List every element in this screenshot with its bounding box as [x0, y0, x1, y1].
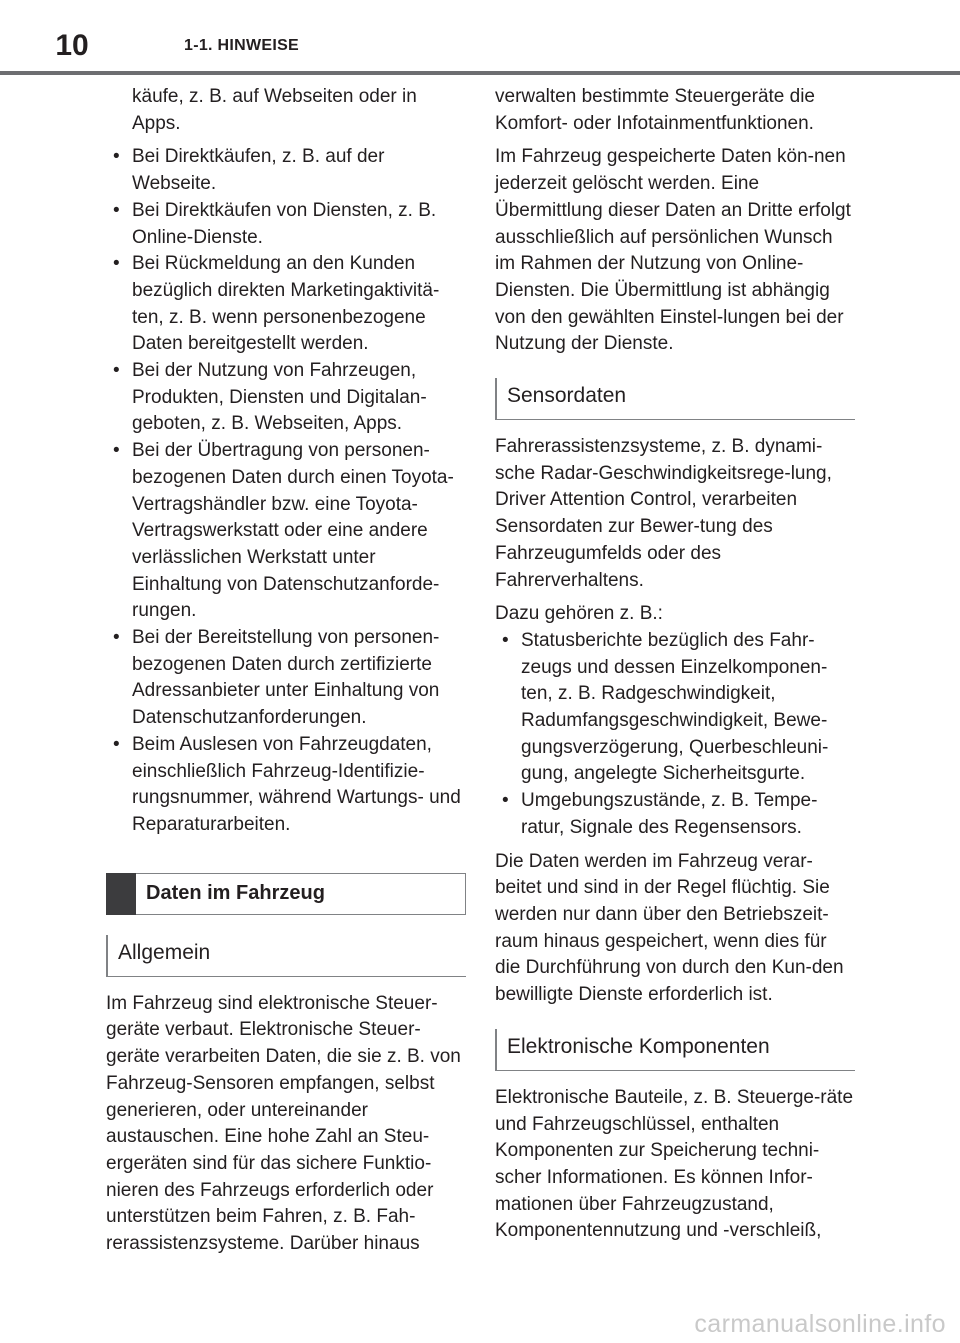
heading-bar: [106, 873, 136, 915]
subheading-underline: [106, 976, 466, 977]
page-number: 10: [55, 29, 89, 62]
right-column: [495, 84, 855, 1252]
paragraph: Die Daten werden im Fahrzeug verar-beitet und sind in der Regel flüchtig. Sie werden nur dann über den Betriebszeit-raum hinaus gespeichert, wenn dies für die Durchführung von durch den Kun-den bewilligte Dienste erforderlich ist.: [495, 850, 844, 1006]
subheading-text: Sensordaten: [507, 384, 627, 408]
subheading-elektronische-komponenten: [495, 1029, 855, 1071]
subheading-allgemein: [106, 935, 466, 977]
section-title: 1-1. HINWEISE: [184, 37, 300, 54]
list-item: • Bei der Nutzung von Fahrzeugen, Produkten, Diensten und Digitalan-geboten, z. B. Webseiten, Apps.: [106, 358, 466, 438]
list-item: • Bei Direktkäufen von Diensten, z. B. Online-Dienste.: [106, 198, 466, 251]
paragraph: Im Fahrzeug sind elektronische Steuer-geräte verbaut. Elektronische Steuer-geräte verarbeiten Daten, die sie z. B. von Fahrzeug-Sensoren empfangen, selbst generieren, oder untereinander austauschen. Eine hohe Zahl an Steu-ergeräten sind für das sichere Funktio-nieren des Fahrzeugs erforderlich oder unterstützen beim Fahren, z. B. Fah-rerassistenzsysteme. Darüber hinaus: [106, 992, 461, 1255]
left-column: [106, 84, 466, 1265]
paragraph: verwalten bestimmte Steuergeräte die Komfort- oder Infotainmentfunktionen.: [495, 86, 815, 134]
subheading-text: Allgemein: [118, 940, 211, 964]
subheading-vertical-rule: [495, 378, 497, 420]
subheading-text: Elektronische Komponenten: [507, 1034, 770, 1058]
list-item: • Bei Direktkäufen, z. B. auf der Webseite.: [106, 144, 466, 197]
paragraph: Im Fahrzeug gespeicherte Daten kön-nen jederzeit gelöscht werden. Eine Übermittlung dieser Daten an Dritte erfolgt ausschließlich auf persönlichen Wunsch im Rahmen der Nutzung von Online-Diensten. Die Übermittlung ist abhängig von den gewählten Einstel-lungen bei der Nutzung der Dienste.: [495, 146, 851, 355]
list-item: • Statusberichte bezüglich des Fahr-zeugs und dessen Einzelkomponen-ten, z. B. Radgeschwindigkeit, Radumfangsgeschwindigkeit, Bewe-gungsverzögerung, Querbeschleuni-gung, angelegte Sicherheitsgurte.: [495, 628, 855, 788]
paragraph: Dazu gehören z. B.:: [495, 603, 663, 625]
subheading-vertical-rule: [106, 935, 108, 977]
continued-text: käufe, z. B. auf Webseiten oder in Apps.: [132, 86, 417, 134]
section-heading: Daten im Fahrzeug: [146, 882, 325, 905]
list-item: • Bei der Bereitstellung von personen-bezogenen Daten durch zertifizierte Adressanbieter unter Einhaltung von Datenschutzanforderungen.: [106, 625, 466, 732]
header-rule: [0, 71, 960, 75]
section-heading-box: [106, 873, 466, 915]
watermark: carmanualsonline.info: [694, 1310, 946, 1338]
list-item: • Beim Auslesen von Fahrzeugdaten, einschließlich Fahrzeug-Identifizie-rungsnummer, während Wartungs- und Reparaturarbeiten.: [106, 732, 466, 839]
list-item: • Bei Rückmeldung an den Kunden bezüglich direkten Marketingaktivitä-ten, z. B. wenn personenbezogene Daten bereitgestellt werden.: [106, 251, 466, 358]
right-bullet-list: [495, 628, 855, 842]
subheading-sensordaten: [495, 378, 855, 420]
subheading-vertical-rule: [495, 1029, 497, 1071]
list-item: • Umgebungszustände, z. B. Tempe-ratur, Signale des Regensensors.: [495, 788, 855, 841]
list-item: • Bei der Übertragung von personen-bezogenen Daten durch einen Toyota-Vertragshändler bzw. eine Toyota-Vertragswerkstatt oder eine andere verlässlichen Werkstatt unter Einhaltung von Datenschutzanforde-rungen.: [106, 438, 466, 625]
subheading-underline: [495, 419, 855, 420]
subheading-underline: [495, 1070, 855, 1071]
page-header: [0, 0, 960, 76]
left-bullet-list: [106, 144, 466, 838]
paragraph: Elektronische Bauteile, z. B. Steuerge-räte und Fahrzeugschlüssel, enthalten Komponenten zur Speicherung techni-scher Informationen. Es können Infor-mationen über Fahrzeugzustand, Komponentennutzung und -verschleiß,: [495, 1086, 854, 1242]
paragraph: Fahrerassistenzsysteme, z. B. dynami-sche Radar-Geschwindigkeitsrege-lung, Driver Attention Control, verarbeiten Sensordaten zur Bewer-tung des Fahrzeugumfelds oder des Fahrerverhaltens.: [495, 436, 832, 591]
